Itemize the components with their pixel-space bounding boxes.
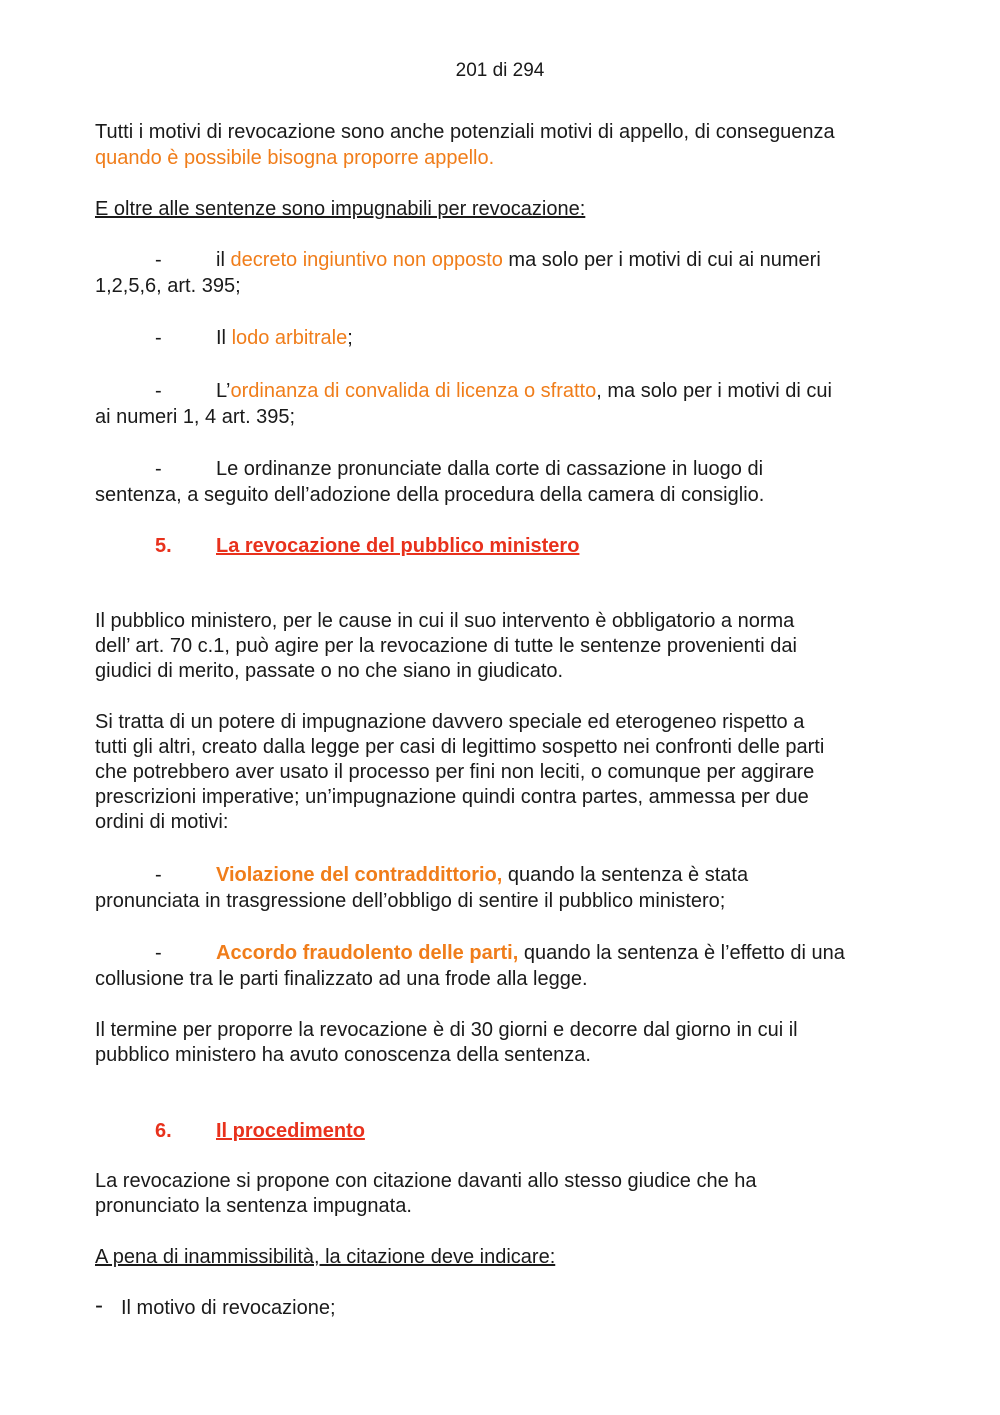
highlighted-text: quando è possibile bisogna proporre appello. <box>95 147 495 169</box>
paragraph-line: Si tratta di un potere di impugnazione davvero speciale ed eterogeneo rispetto a <box>95 711 805 733</box>
section-title: La revocazione del pubblico ministero <box>216 535 580 557</box>
paragraph-line: pronunciato la sentenza impugnata. <box>95 1195 412 1217</box>
bullet-dash: - <box>95 1292 103 1319</box>
list-item-continuation: ai numeri 1, 4 art. 395; <box>95 406 296 428</box>
list-item-continuation: collusione tra le parti finalizzato ad una frode alla legge. <box>95 968 588 990</box>
list-item-text: Accordo fraudolento delle parti, quando la sentenza è l’effetto di una <box>216 942 845 964</box>
list-item-text: Le ordinanze pronunciate dalla corte di cassazione in luogo di <box>216 458 764 480</box>
paragraph-line: dell’ art. 70 c.1, può agire per la revocazione di tutte le sentenze provenienti dai <box>95 635 797 657</box>
underlined-text: A pena di inammissibilità, la citazione deve indicare: <box>95 1246 556 1268</box>
paragraph-line: giudici di merito, passate o no che siano in giudicato. <box>95 660 564 682</box>
bullet-dash: - <box>155 327 162 349</box>
bullet-dash: - <box>155 380 162 402</box>
section-number: 6. <box>155 1120 172 1142</box>
paragraph-line: Il pubblico ministero, per le cause in cui il suo intervento è obbligatorio a norma <box>95 610 795 632</box>
paragraph-line: tutti gli altri, creato dalla legge per casi di legittimo sospetto nei confronti delle parti <box>95 736 825 758</box>
list-item-text: Il lodo arbitrale; <box>216 327 353 349</box>
list-item-text: il decreto ingiuntivo non opposto ma solo per i motivi di cui ai numeri <box>216 249 821 271</box>
list-item-continuation: 1,2,5,6, art. 395; <box>95 275 241 297</box>
bullet-dash: - <box>155 942 162 964</box>
bold-highlighted-text: Accordo fraudolento delle parti, <box>216 942 519 964</box>
section-number: 5. <box>155 535 172 557</box>
highlighted-text: ordinanza di convalida di licenza o sfratto <box>230 380 597 402</box>
subheading <box>95 1245 915 1270</box>
highlighted-text: decreto ingiuntivo non opposto <box>230 249 503 271</box>
bullet-dash: - <box>155 458 162 480</box>
list-item-text: Il motivo di revocazione; <box>121 1297 336 1319</box>
paragraph-line: La revocazione si propone con citazione davanti allo stesso giudice che ha <box>95 1170 757 1192</box>
list-item-continuation: sentenza, a seguito dell’adozione della procedura della camera di consiglio. <box>95 484 765 506</box>
list-item-text: L’ordinanza di convalida di licenza o sfratto, ma solo per i motivi di cui <box>216 380 832 402</box>
bullet-dash: - <box>155 864 162 886</box>
highlighted-text: lodo arbitrale <box>231 327 348 349</box>
paragraph-line: pubblico ministero ha avuto conoscenza della sentenza. <box>95 1044 591 1066</box>
list-item-continuation: pronunciata in trasgressione dell’obbligo di sentire il pubblico ministero; <box>95 890 726 912</box>
subheading <box>95 197 915 222</box>
page-number: 201 di 294 <box>455 60 545 81</box>
list-item-text: Violazione del contraddittorio, quando la sentenza è stata <box>216 864 749 886</box>
underlined-text: E oltre alle sentenze sono impugnabili per revocazione: <box>95 198 586 220</box>
section-title: Il procedimento <box>216 1120 365 1142</box>
paragraph-line: prescrizioni imperative; un’impugnazione quindi contra partes, ammessa per due <box>95 786 809 808</box>
paragraph-line: Tutti i motivi di revocazione sono anche potenziali motivi di appello, di conseguenza <box>95 121 835 143</box>
section-heading <box>155 534 579 559</box>
bullet-dash: - <box>155 249 162 271</box>
paragraph-line: Il termine per proporre la revocazione è di 30 giorni e decorre dal giorno in cui il <box>95 1019 798 1041</box>
paragraph-line: ordini di motivi: <box>95 811 229 833</box>
section-heading <box>155 1119 365 1144</box>
paragraph-line: che potrebbero aver usato il processo per fini non leciti, o comunque per aggirare <box>95 761 815 783</box>
bold-highlighted-text: Violazione del contraddittorio, <box>216 864 503 886</box>
